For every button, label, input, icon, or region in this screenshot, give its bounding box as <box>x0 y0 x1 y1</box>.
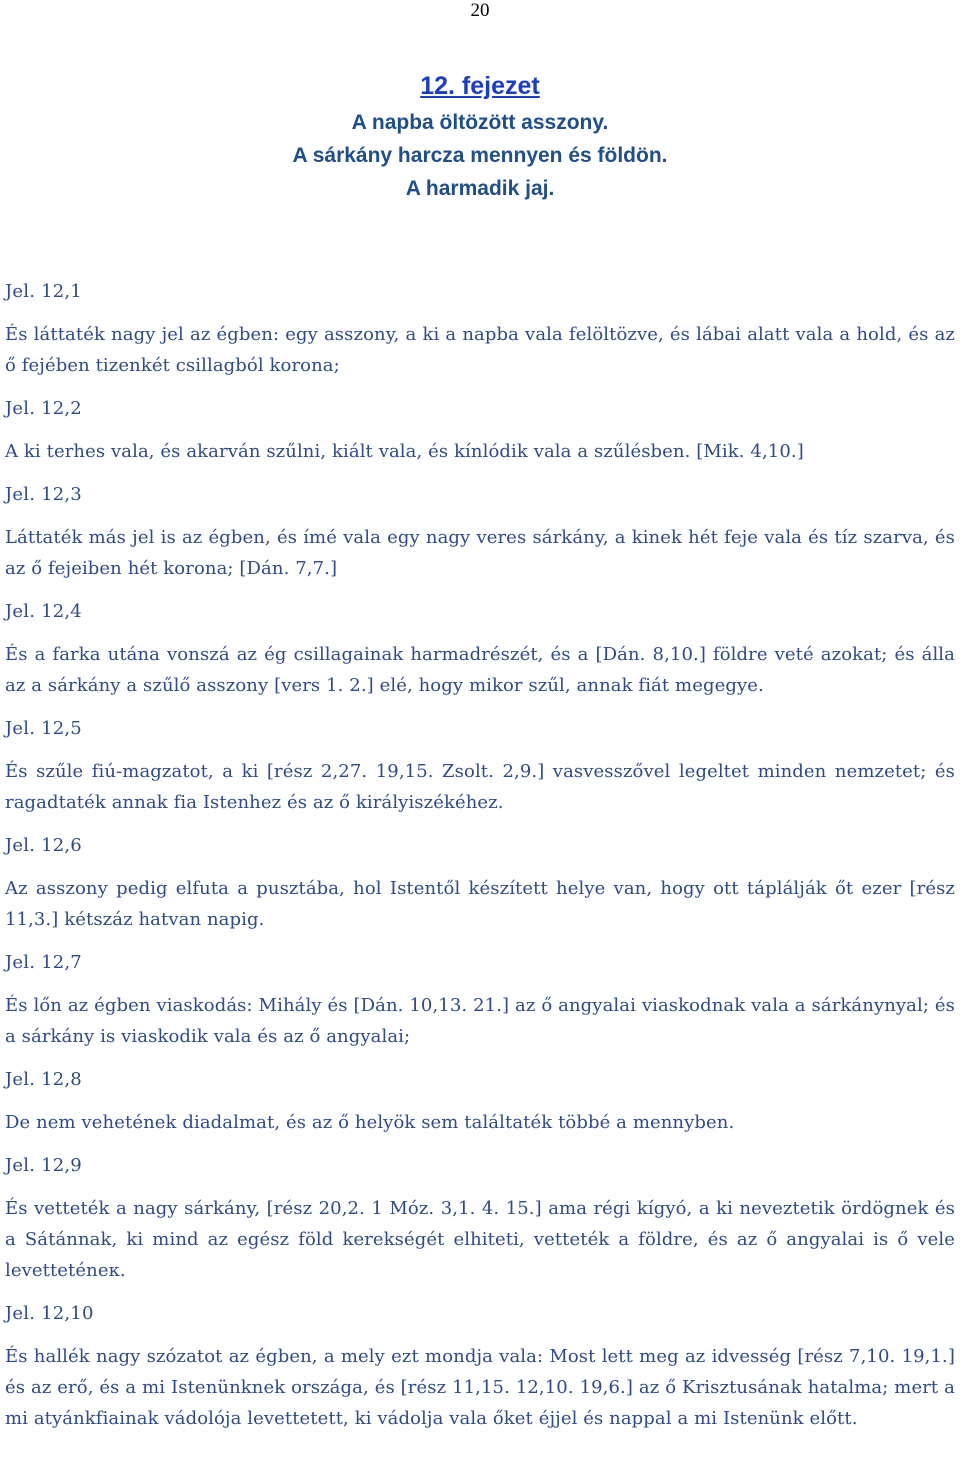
subtitle-line: A sárkány harcza mennyen és földön. <box>292 144 668 167</box>
verse-text: És a farka utána vonszá az ég csillagainak harmadrészét, és a [Dán. 8,10.] földre veté azokat; és álla az a sárkány a szűlő asszony [vers 1. 2.] elé, hogy mikor szűl, annak fiát megegye. <box>5 644 955 696</box>
verse-reference: Jel. 12,9 <box>5 1155 82 1176</box>
chapter-header <box>0 70 960 205</box>
verse-text: De nem vehetének diadalmat, és az ő helyök sem találtaték többé a mennyben. <box>5 1112 735 1133</box>
verse-reference: Jel. 12,7 <box>5 952 82 973</box>
verse-text: És lőn az égben viaskodás: Mihály és [Dán. 10,13. 21.] az ő angyalai viaskodnak vala a sárkánynyal; és a sárkány is viaskodik vala és az ő angyalai; <box>5 995 955 1047</box>
verse-text: És hallék nagy szózatot az égben, a mely ezt mondja vala: Most lett meg az idvesség [rész 7,10. 19,1.] és az erő, és a mi Istenünknek országa, és [rész 11,15. 12,10. 19,6.] az ő Krisztusának hatalma; mert a mi atyánkfiainak vádolója levettetett, ki vádolja vala őket éjjel és nappal a mi Istenünk előtt. <box>5 1346 955 1429</box>
verse-list <box>5 276 955 1446</box>
subtitle-line: A harmadik jaj. <box>405 177 555 200</box>
chapter-title[interactable]: 12. fejezet <box>420 72 540 100</box>
verse-text: Láttaték más jel is az égben, és ímé vala egy nagy veres sárkány, a kinek hét feje vala és tíz szarva, és az ő fejeiben hét korona; [Dán. 7,7.] <box>5 527 955 579</box>
verse-text: A ki terhes vala, és akarván szűlni, kiált vala, és kínlódik vala a szűlésben. [Mik. 4,10.] <box>5 441 804 462</box>
verse-reference: Jel. 12,5 <box>5 718 82 739</box>
verse-text: És vetteték a nagy sárkány, [rész 20,2. 1 Móz. 3,1. 4. 15.] ama régi kígyó, a ki neveztetik ördögnek és a Sátánnak, ki mind az egész föld kerekségét elhiteti, vetteték a földre, és az ő angyalai is ő vele levetteténeк. <box>5 1198 955 1281</box>
subtitle-line: A napba öltözött asszony. <box>351 111 609 134</box>
verse-reference: Jel. 12,3 <box>5 484 82 505</box>
verse-reference: Jel. 12,4 <box>5 601 82 622</box>
verse-reference: Jel. 12,8 <box>5 1069 82 1090</box>
verse-reference: Jel. 12,6 <box>5 835 82 856</box>
verse-text: És szűle fiú-magzatot, a ki [rész 2,27. 19,15. Zsolt. 2,9.] vasvesszővel legeltet minden nemzetet; és ragadtaték annak fia Istenhez és az ő királyiszékéhez. <box>5 761 955 813</box>
page-number: 20 <box>470 0 490 21</box>
verse-reference: Jel. 12,10 <box>5 1303 94 1324</box>
verse-text: És láttaték nagy jel az égben: egy asszony, a ki a napba vala felöltözve, és lábai alatt vala a hold, és az ő fejében tizenkét csillagból korona; <box>5 324 955 376</box>
verse-reference: Jel. 12,2 <box>5 398 82 419</box>
verse-reference: Jel. 12,1 <box>5 281 82 302</box>
verse-text: Az asszony pedig elfuta a pusztába, hol Istentől készített helye van, hogy ott táplálják őt ezer [rész 11,3.] kétszáz hatvan napig. <box>5 878 955 930</box>
